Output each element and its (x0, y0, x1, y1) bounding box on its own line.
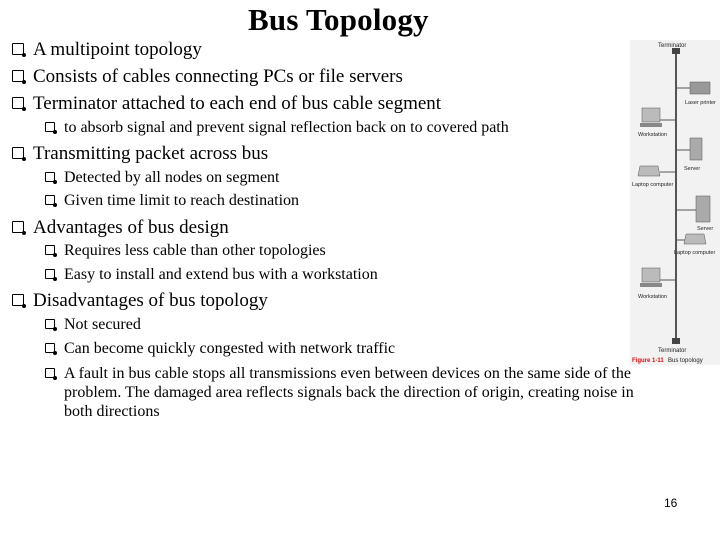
bullet-text: Not secured (64, 316, 141, 333)
bullet-disadvantages (12, 290, 268, 312)
bullet-text: Advantages of bus design (33, 217, 229, 238)
sub-bullet-congested (45, 340, 395, 358)
label-terminator-bottom: Terminator (658, 348, 687, 354)
label-laptop-computer: Laptop computer (632, 182, 674, 188)
sub-bullet-detected (45, 169, 280, 187)
sub-bullet-not-secured (45, 316, 141, 334)
workstation-top-icon (642, 108, 660, 122)
bullet-text: Transmitting packet across bus (33, 143, 269, 164)
figure-caption-number: Figure 1-11 (632, 358, 664, 364)
sub-bullet-easy-install (45, 266, 378, 284)
server-1-icon (690, 138, 702, 160)
label-server-2: Server (697, 226, 714, 232)
checkbox-bullet-icon (45, 172, 55, 182)
checkbox-bullet-icon (45, 368, 55, 378)
terminator-bottom-icon (672, 338, 680, 344)
laptop-computer-icon (638, 166, 660, 176)
figure-caption-text: Bus topology (668, 358, 703, 364)
laptop-computer-2-icon (684, 234, 706, 244)
bullet-text: Terminator attached to each end of bus cable segment (33, 93, 442, 114)
bus-topology-figure (630, 40, 720, 365)
checkbox-bullet-icon (12, 97, 24, 109)
checkbox-bullet-icon (12, 43, 24, 55)
bullet-multipoint (12, 39, 202, 61)
checkbox-bullet-icon (45, 245, 55, 255)
bullet-text: Consists of cables connecting PCs or file servers (33, 66, 403, 87)
bullet-text: Can become quickly congested with network traffic (64, 340, 396, 357)
checkbox-bullet-icon (45, 195, 55, 205)
checkbox-bullet-icon (45, 269, 55, 279)
bullet-text: to absorb signal and prevent signal reflection back on to covered path (64, 119, 509, 136)
bullet-text: A fault in bus cable stops all transmissions even between devices on the same side of the problem. The damaged area reflects signals back the direction of origin, creating noise in both directions (64, 365, 634, 420)
checkbox-bullet-icon (45, 122, 55, 132)
slide-title: Bus Topology (248, 2, 429, 37)
bullet-text: A multipoint topology (33, 39, 202, 60)
checkbox-bullet-icon (45, 343, 55, 353)
label-terminator-top: Terminator (658, 43, 687, 49)
bullet-text: Detected by all nodes on segment (64, 169, 280, 186)
checkbox-bullet-icon (12, 294, 24, 306)
sub-bullet-less-cable (45, 242, 326, 260)
server-2-icon (696, 196, 710, 222)
checkbox-bullet-icon (12, 147, 24, 159)
bullet-advantages (12, 217, 229, 239)
label-laptop-computer-2: Laptop computer (674, 250, 716, 256)
sub-bullet-fault (45, 364, 639, 421)
workstation-bottom-icon (642, 268, 660, 282)
sub-bullet-time-limit (45, 192, 299, 210)
laser-printer-icon (690, 82, 710, 94)
bullet-text: Easy to install and extend bus with a workstation (64, 266, 378, 283)
bullet-text: Requires less cable than other topologies (64, 242, 326, 259)
sub-bullet-absorb (45, 119, 509, 137)
label-workstation-top: Workstation (638, 132, 667, 138)
bullet-transmitting (12, 143, 268, 165)
page-number: 16 (664, 496, 678, 510)
bullet-text: Given time limit to reach destination (64, 192, 300, 209)
checkbox-bullet-icon (12, 70, 24, 82)
checkbox-bullet-icon (12, 221, 24, 233)
bullet-terminator (12, 93, 441, 115)
label-laser-printer: Laser printer (685, 100, 716, 106)
label-workstation-bottom: Workstation (638, 294, 667, 300)
bullet-text: Disadvantages of bus topology (33, 290, 268, 311)
checkbox-bullet-icon (45, 319, 55, 329)
label-server-1: Server (684, 166, 701, 172)
bullet-consists (12, 66, 403, 88)
